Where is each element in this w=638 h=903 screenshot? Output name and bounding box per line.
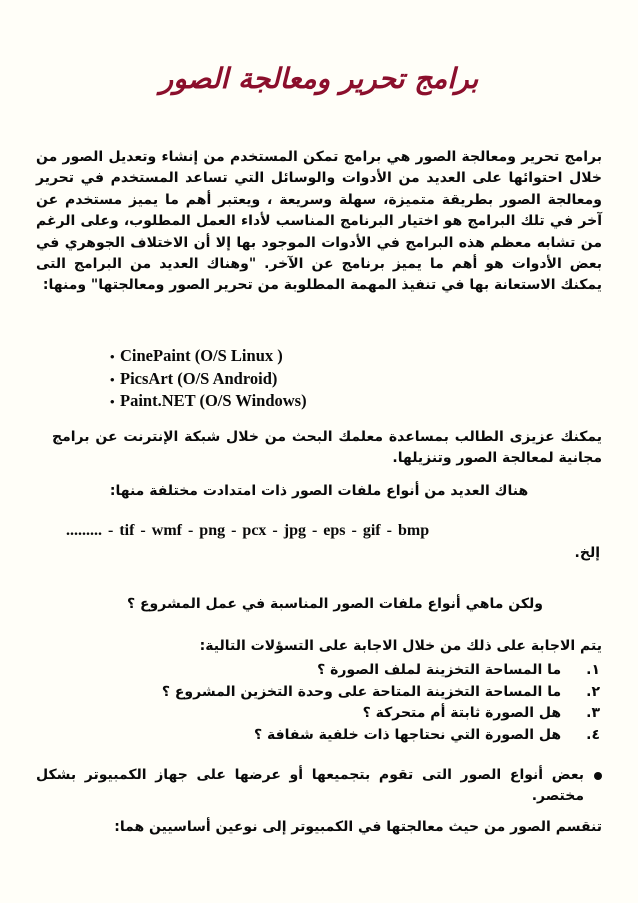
question-text: هل الصورة ثابتة أم متحركة ؟ <box>362 705 562 722</box>
bullet-icon: • <box>110 371 115 387</box>
list-item <box>40 682 600 704</box>
formats-line: ......... - tif - wmf - png - pcx - jpg - eps - gif - bmp <box>66 522 430 539</box>
software-list <box>110 345 410 413</box>
questions-list <box>40 660 600 746</box>
question-number: ٤. <box>586 726 600 743</box>
formats-heading: هناك العديد من أنواع ملفات الصور ذات امتدادت مختلفة منها: <box>109 483 529 499</box>
question-number: ٣. <box>586 705 600 722</box>
list-item <box>40 725 600 747</box>
list-item-label: CinePaint (O/S Linux ) <box>120 346 283 365</box>
intro-paragraph: برامج تحرير ومعالجة الصور هي برامج تمكن المستخدم من إنشاء وتعديل الصور من خلال احتوائها على العديد من الأدوات والوسائل التي تساعد المستخدم في تحرير ومعالجة الصور بطريقة متميزة، سهلة وسريعة ، ويعتبر أهم ما يميز مستخدم عن آخر في تلك البرامج هو اختيار البرنامج المناسب لأداء العمل المطلوب، وعلى الرغم من تشابه معظم هذه البرامج في الأدوات الموجود بها إلا أن الاختلاف الجوهري في بعض الأدوات هو أهم ما يميز برنامج عن الآخر. "وهناك العديد من البرامج التى يمكنك الاستعانة بها في تنفيذ المهمة المطلوبة من تحرير الصور ومعالجتها" ومنها: <box>36 149 602 294</box>
question-number: ١. <box>586 662 600 678</box>
list-item <box>40 703 600 725</box>
list-item-label: PicsArt (O/S Android) <box>120 368 278 388</box>
list-item <box>110 390 410 413</box>
bullet-icon: • <box>110 349 115 364</box>
question-text: هل الصورة التي نحتاجها ذات خلفية شفافة ؟ <box>253 726 562 743</box>
formats-etc: إلخ. <box>574 545 600 561</box>
division-line: تنقسم الصور من حيث معالجتها في الكمبيوتر إلى نوعين أساسيين هما: <box>114 819 602 835</box>
bullet-icon: • <box>110 394 115 409</box>
page-title: برامج تحرير ومعالجة الصور <box>159 62 479 95</box>
question-heading: ولكن ماهي أنواع ملفات الصور المناسبة في عمل المشروع ؟ <box>127 596 543 612</box>
list-item-label: Paint.NET (O/S Windows) <box>120 391 307 410</box>
list-item <box>40 660 600 682</box>
search-paragraph: يمكنك عزيزى الطالب بمساعدة معلمك البحث من خلال شبكة الإنترنت عن برامج مجانية لمعالجة الصور وتنزيلها. <box>52 429 602 467</box>
list-item <box>110 368 410 391</box>
answer-intro: يتم الاجابة على ذلك من خلال الاجابة على التسؤلات التالية: <box>199 638 602 654</box>
display-paragraph: بعض أنواع الصور التى تقوم بتجميعها أو عرضها على جهاز الكمبيوتر بشكل مختصر. <box>36 767 584 805</box>
question-text: ما المساحة التخزينة المتاحة على وحدة التخزين المشروع ؟ <box>161 683 562 700</box>
question-text: ما المساحة التخزينة لملف الصورة ؟ <box>317 662 562 678</box>
question-number: ٢. <box>586 683 600 700</box>
list-item <box>110 345 410 368</box>
